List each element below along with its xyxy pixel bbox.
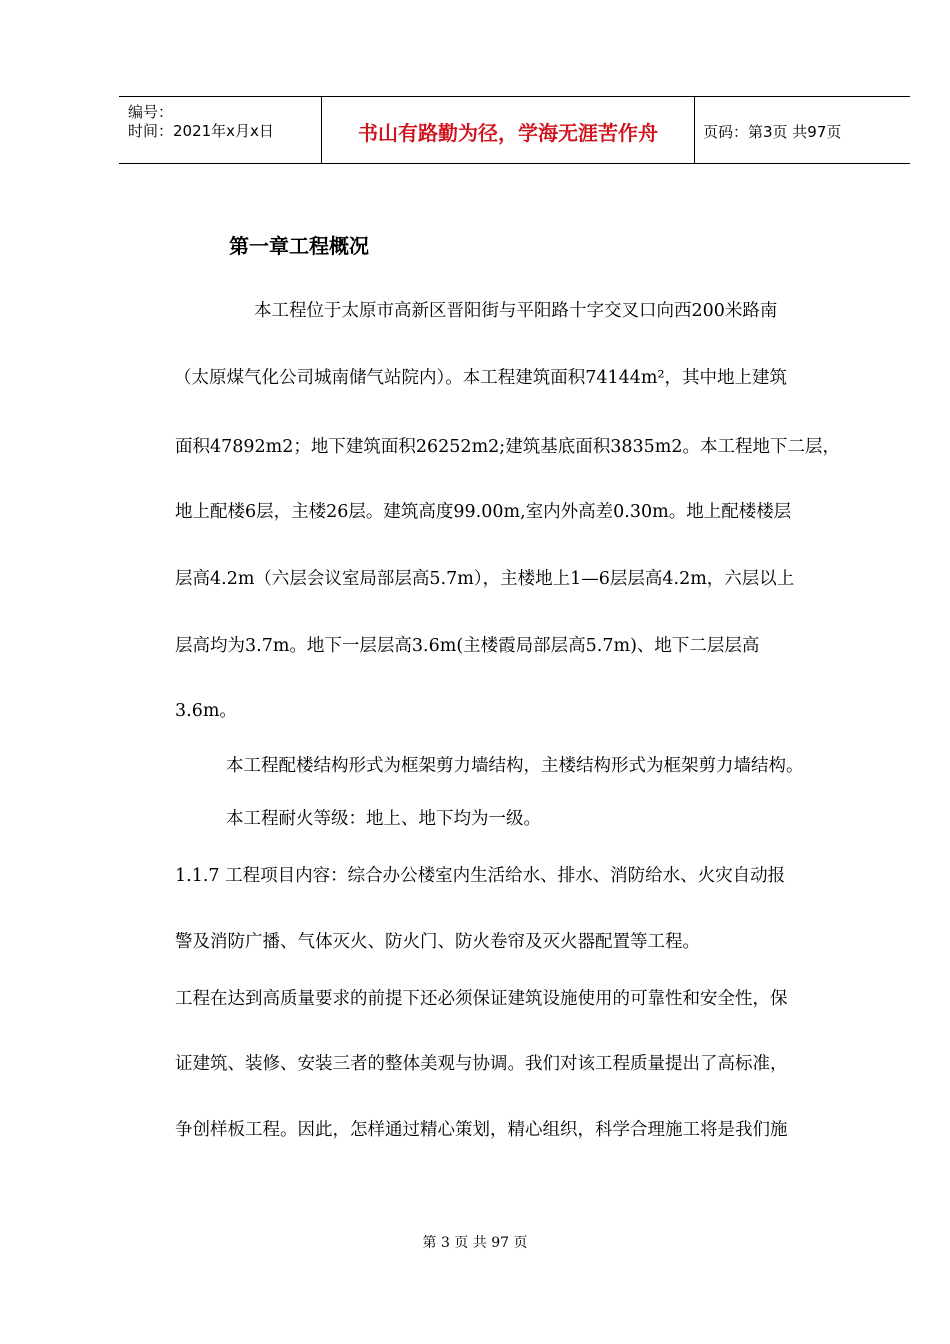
header-meta xyxy=(119,97,321,163)
body-line: 警及消防广播、气体灭火、防火门、防火卷帘及灭火器配置等工程。 xyxy=(175,932,700,952)
body-line: 本工程耐火等级：地上、地下均为一级。 xyxy=(226,809,541,829)
page-header xyxy=(119,96,910,164)
time-label: 时间：2021年x月x日 xyxy=(128,122,274,140)
body-line: 地上配楼6层，主楼26层。建筑高度99.00m,室内外高差0.30m。地上配楼楼层 xyxy=(175,502,792,522)
body-line: 本工程配楼结构形式为框架剪力墙结构，主楼结构形式为框架剪力墙结构。 xyxy=(226,756,804,776)
body-line: 证建筑、装修、安装三者的整体美观与协调。我们对该工程质量提出了高标准， xyxy=(175,1054,788,1074)
page-info: 页码：第3页 共97页 xyxy=(703,123,842,141)
chapter-title: 第一章工程概况 xyxy=(229,234,369,258)
body-line: 1.1.7 工程项目内容：综合办公楼室内生活给水、排水、消防给水、火灾自动报 xyxy=(175,866,786,886)
number-label: 编号： xyxy=(128,103,174,121)
header-motto: 书山有路勤为径，学海无涯苦作舟 xyxy=(358,121,658,145)
header-divider xyxy=(694,97,695,163)
body-line: 面积47892m2；地下建筑面积26252m2;建筑基底面积3835m2。本工程地下二层， xyxy=(175,437,840,457)
body-line: 争创样板工程。因此，怎样通过精心策划，精心组织，科学合理施工将是我们施 xyxy=(175,1120,788,1140)
body-line: 层高4.2m（六层会议室局部层高5.7m），主楼地上1—6层层高4.2m，六层以上 xyxy=(175,569,795,589)
body-line: 工程在达到高质量要求的前提下还必须保证建筑设施使用的可靠性和安全性，保 xyxy=(175,989,788,1009)
body-line: 层高均为3.7m。地下一层层高3.6m(主楼霞局部层高5.7m)、地下二层层高 xyxy=(175,636,760,656)
body-line: 本工程位于太原市高新区晋阳街与平阳路十字交叉口向西200米路南 xyxy=(254,301,778,321)
body-line: 3.6m。 xyxy=(175,701,237,721)
body-line: （太原煤气化公司城南储气站院内）。本工程建筑面积74144m²，其中地上建筑 xyxy=(174,368,788,388)
page-footer: 第 3 页 共 97 页 xyxy=(422,1235,528,1251)
